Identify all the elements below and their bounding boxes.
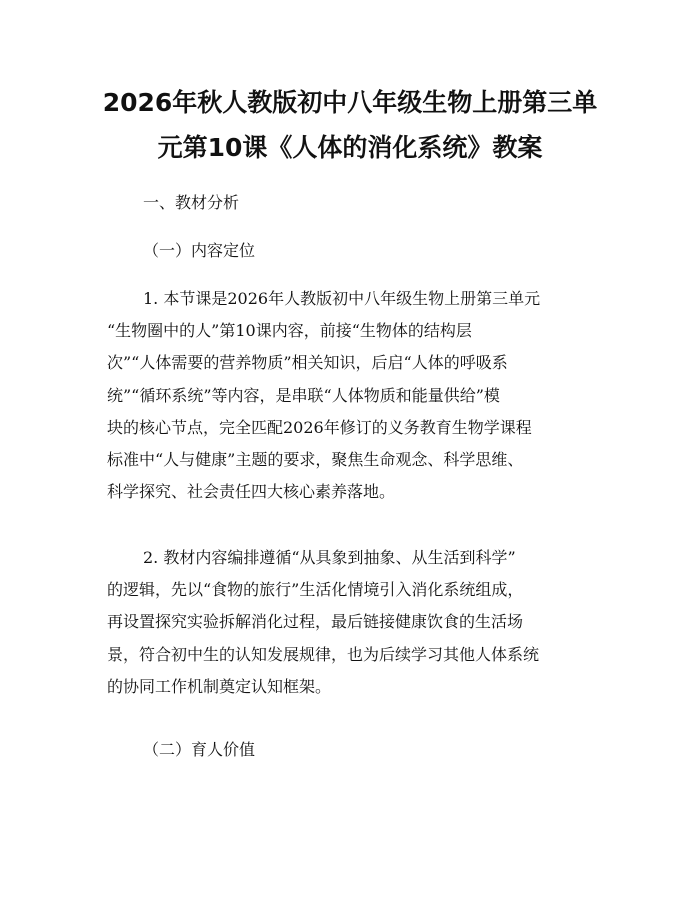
paragraph-line: 再设置探究实验拆解消化过程，最后链接健康饮食的生活场 <box>107 612 524 632</box>
subsection-heading-content-positioning: （一）内容定位 <box>143 241 256 260</box>
paragraph-line: 统”“循环系统”等内容，是串联“人体物质和能量供给”模 <box>107 385 500 405</box>
paragraph-line: “生物圈中的人”第10课内容，前接“生物体的结构层 <box>107 321 472 341</box>
paragraph-line: 的协同工作机制奠定认知框架。 <box>107 676 332 696</box>
paragraph-content-arrangement <box>107 542 607 703</box>
document-title-line-2: 元第10课《人体的消化系统》教案 <box>157 133 543 162</box>
paragraph-line: 景，符合初中生的认知发展规律，也为后续学习其他人体系统 <box>107 644 540 664</box>
paragraph-line: 的逻辑，先以“食物的旅行”生活化情境引入消化系统组成， <box>107 580 524 600</box>
document-title-line-1: 2026年秋人教版初中八年级生物上册第三单 <box>102 88 598 117</box>
subsection-heading-educational-value: （二）育人价值 <box>143 740 256 759</box>
paragraph-line: 块的核心节点，完全匹配2026年修订的义务教育生物学课程 <box>107 417 532 437</box>
paragraph-line: 2. 教材内容编排遵循“从具象到抽象、从生活到科学” <box>143 548 516 567</box>
paragraph-line: 标准中“人与健康”主题的要求，聚焦生命观念、科学思维、 <box>107 450 524 470</box>
paragraph-line: 科学探究、社会责任四大核心素养落地。 <box>107 482 396 502</box>
paragraph-line: 1. 本节课是2026年人教版初中八年级生物上册第三单元 <box>143 289 541 308</box>
paragraph-line: 次”“人体需要的营养物质”相关知识，后启“人体的呼吸系 <box>107 353 508 373</box>
paragraph-content-positioning <box>107 283 607 508</box>
section-heading-teaching-material-analysis: 一、教材分析 <box>143 193 240 212</box>
